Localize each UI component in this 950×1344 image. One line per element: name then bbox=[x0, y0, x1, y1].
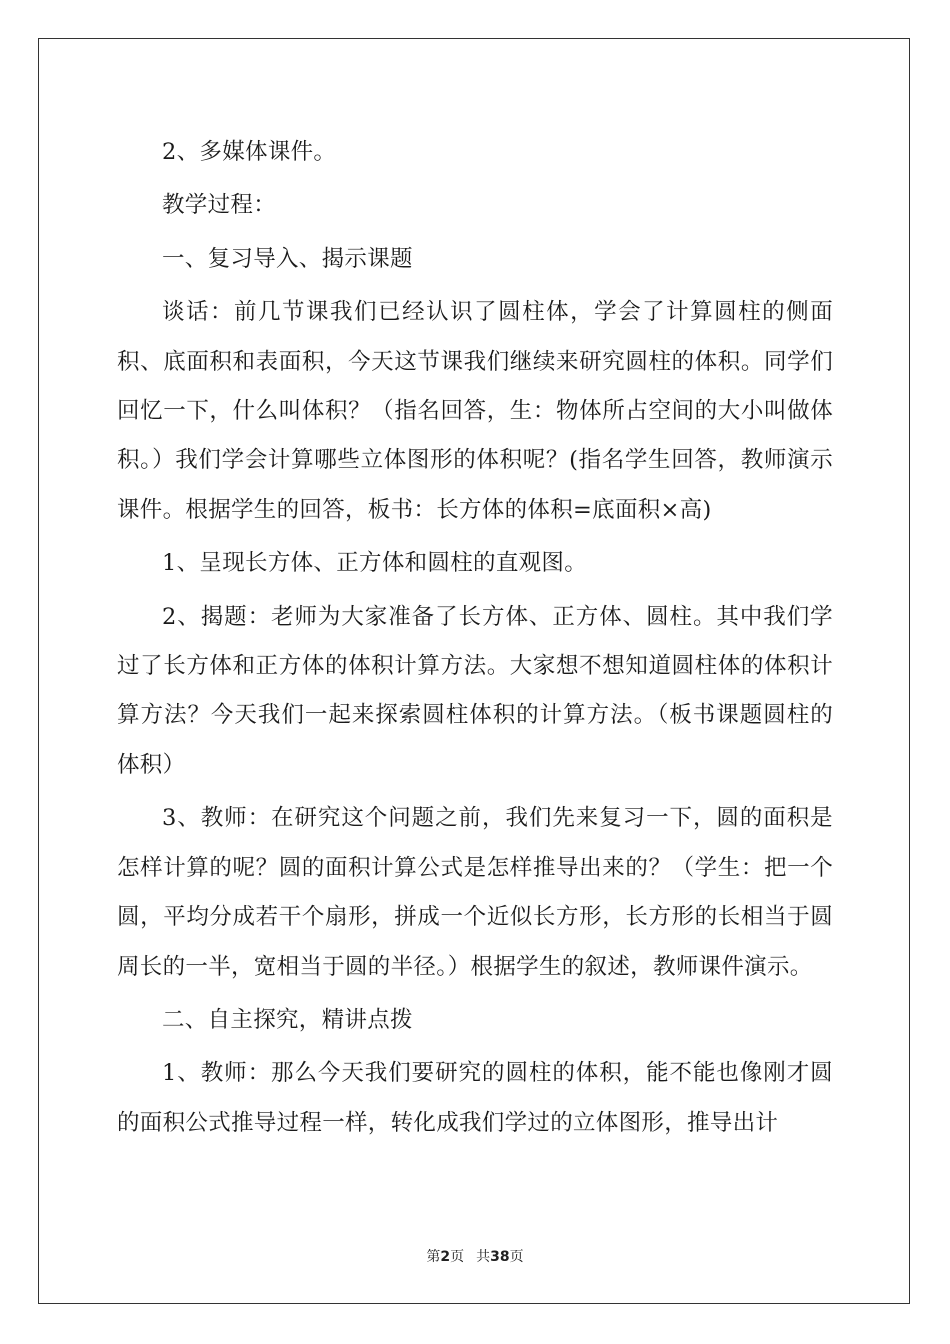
paragraph-section-two-heading: 二、自主探究，精讲点拨 bbox=[162, 1006, 413, 1033]
paragraph-step-2: 2、揭题：老师为大家准备了长方体、正方体、圆柱。其中我们学过了长方体和正方体的体积计算方法。大家想不想知道圆柱体的体积计算方法？今天我们一起来探索圆柱体积的计算方法。（板书课题圆柱的体积） bbox=[117, 603, 833, 778]
paragraph-section-two-step-1: 1、教师：那么今天我们要研究的圆柱的体积，能不能也像刚才圆的面积公式推导过程一样，转化成我们学过的立体图形，推导出计 bbox=[117, 1060, 833, 1136]
footer-page-prefix: 第 bbox=[426, 1249, 441, 1265]
page-footer bbox=[0, 1246, 950, 1266]
footer-page-suffix: 页 bbox=[450, 1249, 465, 1265]
document-body bbox=[117, 128, 833, 1148]
paragraph-process-heading: 教学过程： bbox=[162, 192, 277, 219]
footer-total-prefix: 共 bbox=[476, 1249, 491, 1265]
paragraph-step-3: 3、教师：在研究这个问题之前，我们先来复习一下，圆的面积是怎样计算的呢？圆的面积计算公式是怎样推导出来的？（学生：把一个圆，平均分成若干个扇形，拼成一个近似长方形，长方形的长相当于圆周长的一半，宽相当于圆的半径。）根据学生的叙述，教师课件演示。 bbox=[117, 805, 833, 980]
paragraph-section-one-heading: 一、复习导入、揭示课题 bbox=[162, 245, 413, 272]
paragraph-materials: 2、多媒体课件。 bbox=[162, 139, 337, 165]
paragraph-step-1: 1、呈现长方体、正方体和圆柱的直观图。 bbox=[162, 550, 588, 577]
footer-page-number: 2 bbox=[440, 1249, 451, 1265]
footer-total-pages: 38 bbox=[490, 1249, 510, 1265]
paragraph-talk: 谈话：前几节课我们已经认识了圆柱体，学会了计算圆柱的侧面积、底面积和表面积，今天这节课我们继续来研究圆柱的体积。同学们回忆一下，什么叫体积？（指名回答，生：物体所占空间的大小叫做体积。）我们学会计算哪些立体图形的体积呢？(指名学生回答，教师演示课件。根据学生的回答，板书：长方体的体积=底面积×高) bbox=[117, 299, 833, 523]
footer-total-suffix: 页 bbox=[509, 1249, 524, 1265]
